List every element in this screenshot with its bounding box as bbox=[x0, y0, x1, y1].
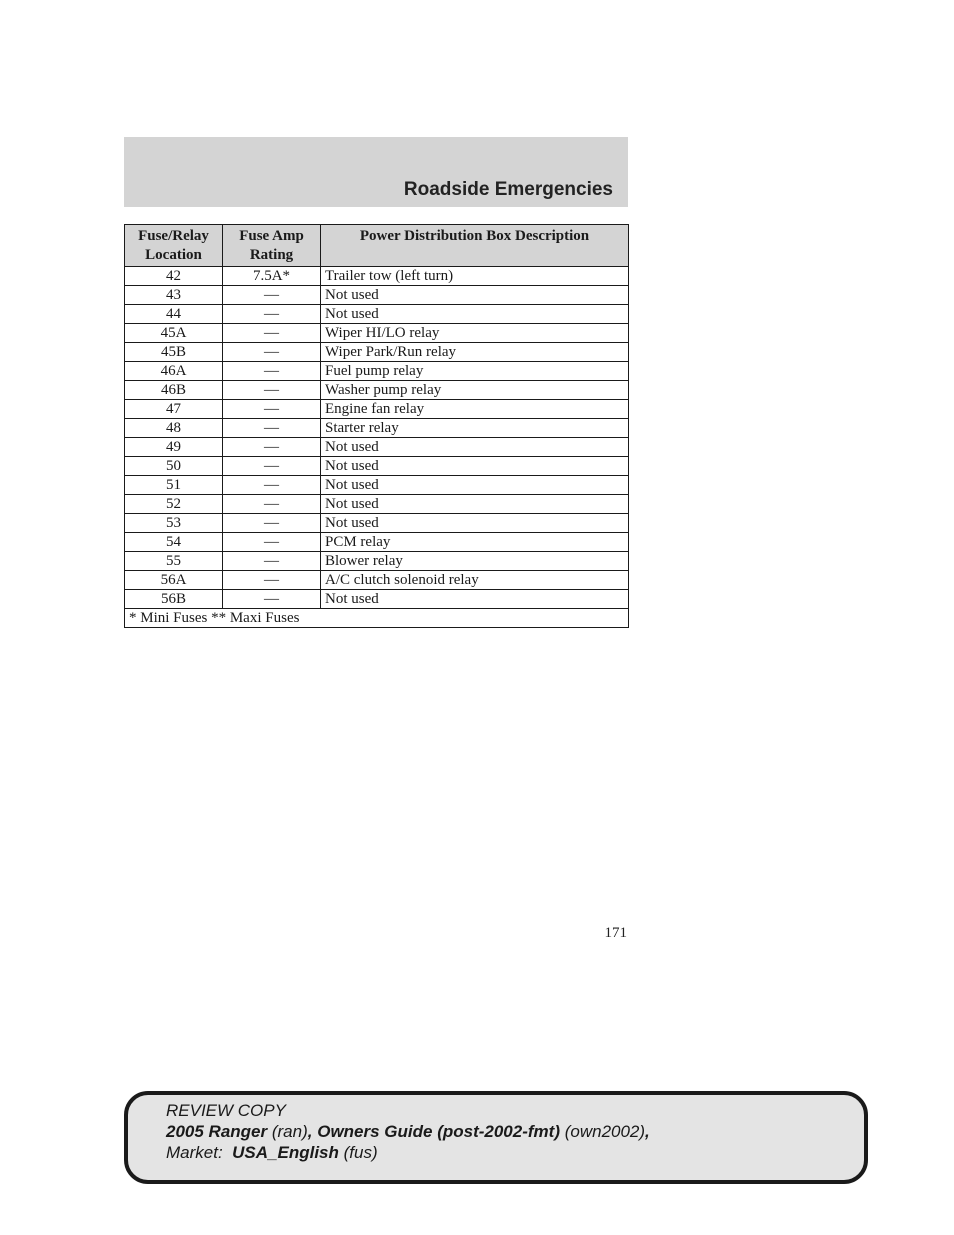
cell-description: Washer pump relay bbox=[321, 381, 629, 400]
review-separator-2: , bbox=[645, 1122, 650, 1141]
review-copy-guide-line bbox=[166, 1121, 650, 1142]
section-title: Roadside Emergencies bbox=[403, 179, 613, 200]
cell-rating: — bbox=[223, 495, 321, 514]
table-row bbox=[125, 533, 629, 552]
cell-location: 56A bbox=[125, 571, 223, 590]
column-header-rating-line1: Fuse Amp bbox=[239, 228, 304, 244]
cell-rating: — bbox=[223, 324, 321, 343]
table-row bbox=[125, 476, 629, 495]
cell-rating: — bbox=[223, 552, 321, 571]
cell-rating: — bbox=[223, 362, 321, 381]
cell-location: 46A bbox=[125, 362, 223, 381]
table-row bbox=[125, 286, 629, 305]
review-copy-box bbox=[124, 1091, 868, 1184]
cell-description: PCM relay bbox=[321, 533, 629, 552]
page-number: 171 bbox=[604, 925, 627, 941]
table-row bbox=[125, 590, 629, 609]
table-footnote: * Mini Fuses ** Maxi Fuses bbox=[125, 609, 629, 628]
cell-rating: — bbox=[223, 590, 321, 609]
table-row bbox=[125, 305, 629, 324]
table-row bbox=[125, 438, 629, 457]
cell-location: 52 bbox=[125, 495, 223, 514]
table-row bbox=[125, 457, 629, 476]
cell-description: Not used bbox=[321, 286, 629, 305]
cell-location: 42 bbox=[125, 267, 223, 286]
cell-location: 43 bbox=[125, 286, 223, 305]
review-guide: Owners Guide (post-2002-fmt) bbox=[317, 1122, 560, 1141]
section-header-band bbox=[124, 137, 628, 207]
table-row bbox=[125, 324, 629, 343]
review-market-label: Market: bbox=[166, 1143, 223, 1162]
cell-location: 45B bbox=[125, 343, 223, 362]
table-footnote-row bbox=[125, 609, 629, 628]
cell-location: 56B bbox=[125, 590, 223, 609]
table-header-row bbox=[125, 225, 629, 267]
cell-rating: — bbox=[223, 419, 321, 438]
cell-description: Starter relay bbox=[321, 419, 629, 438]
cell-description: Blower relay bbox=[321, 552, 629, 571]
table-body bbox=[125, 267, 629, 609]
cell-description: Trailer tow (left turn) bbox=[321, 267, 629, 286]
cell-location: 46B bbox=[125, 381, 223, 400]
cell-description: Not used bbox=[321, 305, 629, 324]
table-row bbox=[125, 400, 629, 419]
table-row bbox=[125, 514, 629, 533]
table-row bbox=[125, 381, 629, 400]
cell-rating: — bbox=[223, 305, 321, 324]
cell-description: Not used bbox=[321, 476, 629, 495]
cell-rating: — bbox=[223, 400, 321, 419]
cell-rating: — bbox=[223, 343, 321, 362]
cell-rating: — bbox=[223, 457, 321, 476]
cell-description: Not used bbox=[321, 438, 629, 457]
cell-location: 51 bbox=[125, 476, 223, 495]
table-row bbox=[125, 343, 629, 362]
review-market-code: (fus) bbox=[343, 1143, 378, 1162]
review-copy-market-line bbox=[166, 1142, 650, 1163]
cell-rating: — bbox=[223, 476, 321, 495]
review-separator-1: , bbox=[307, 1122, 318, 1141]
cell-description: Wiper HI/LO relay bbox=[321, 324, 629, 343]
cell-description: A/C clutch solenoid relay bbox=[321, 571, 629, 590]
cell-rating: — bbox=[223, 286, 321, 305]
cell-location: 48 bbox=[125, 419, 223, 438]
fuse-table bbox=[124, 224, 629, 628]
column-header-rating bbox=[223, 225, 321, 267]
cell-location: 55 bbox=[125, 552, 223, 571]
cell-rating: 7.5A* bbox=[223, 267, 321, 286]
cell-description: Not used bbox=[321, 514, 629, 533]
column-header-location bbox=[125, 225, 223, 267]
cell-description: Wiper Park/Run relay bbox=[321, 343, 629, 362]
column-header-location-line2: Location bbox=[145, 247, 202, 263]
table-row bbox=[125, 419, 629, 438]
column-header-description bbox=[321, 225, 629, 267]
review-copy-text bbox=[166, 1100, 650, 1163]
table-row bbox=[125, 495, 629, 514]
cell-description: Not used bbox=[321, 590, 629, 609]
cell-location: 44 bbox=[125, 305, 223, 324]
table-row bbox=[125, 362, 629, 381]
cell-location: 50 bbox=[125, 457, 223, 476]
cell-location: 54 bbox=[125, 533, 223, 552]
column-header-description-text: Power Distribution Box Description bbox=[359, 228, 590, 244]
cell-location: 47 bbox=[125, 400, 223, 419]
cell-rating: — bbox=[223, 514, 321, 533]
review-model: 2005 Ranger bbox=[166, 1122, 268, 1141]
cell-location: 45A bbox=[125, 324, 223, 343]
column-header-location-line1: Fuse/Relay bbox=[138, 228, 209, 244]
cell-rating: — bbox=[223, 571, 321, 590]
cell-description: Not used bbox=[321, 457, 629, 476]
table-row bbox=[125, 552, 629, 571]
review-market: USA_English bbox=[232, 1143, 339, 1162]
table-row bbox=[125, 571, 629, 590]
cell-description: Not used bbox=[321, 495, 629, 514]
cell-description: Engine fan relay bbox=[321, 400, 629, 419]
cell-rating: — bbox=[223, 381, 321, 400]
cell-location: 53 bbox=[125, 514, 223, 533]
review-guide-code: (own2002) bbox=[564, 1122, 646, 1141]
table-row bbox=[125, 267, 629, 286]
cell-location: 49 bbox=[125, 438, 223, 457]
column-header-rating-line2: Rating bbox=[249, 247, 294, 263]
cell-rating: — bbox=[223, 533, 321, 552]
review-model-code: (ran) bbox=[271, 1122, 308, 1141]
review-copy-label: REVIEW COPY bbox=[166, 1101, 286, 1120]
cell-rating: — bbox=[223, 438, 321, 457]
cell-description: Fuel pump relay bbox=[321, 362, 629, 381]
